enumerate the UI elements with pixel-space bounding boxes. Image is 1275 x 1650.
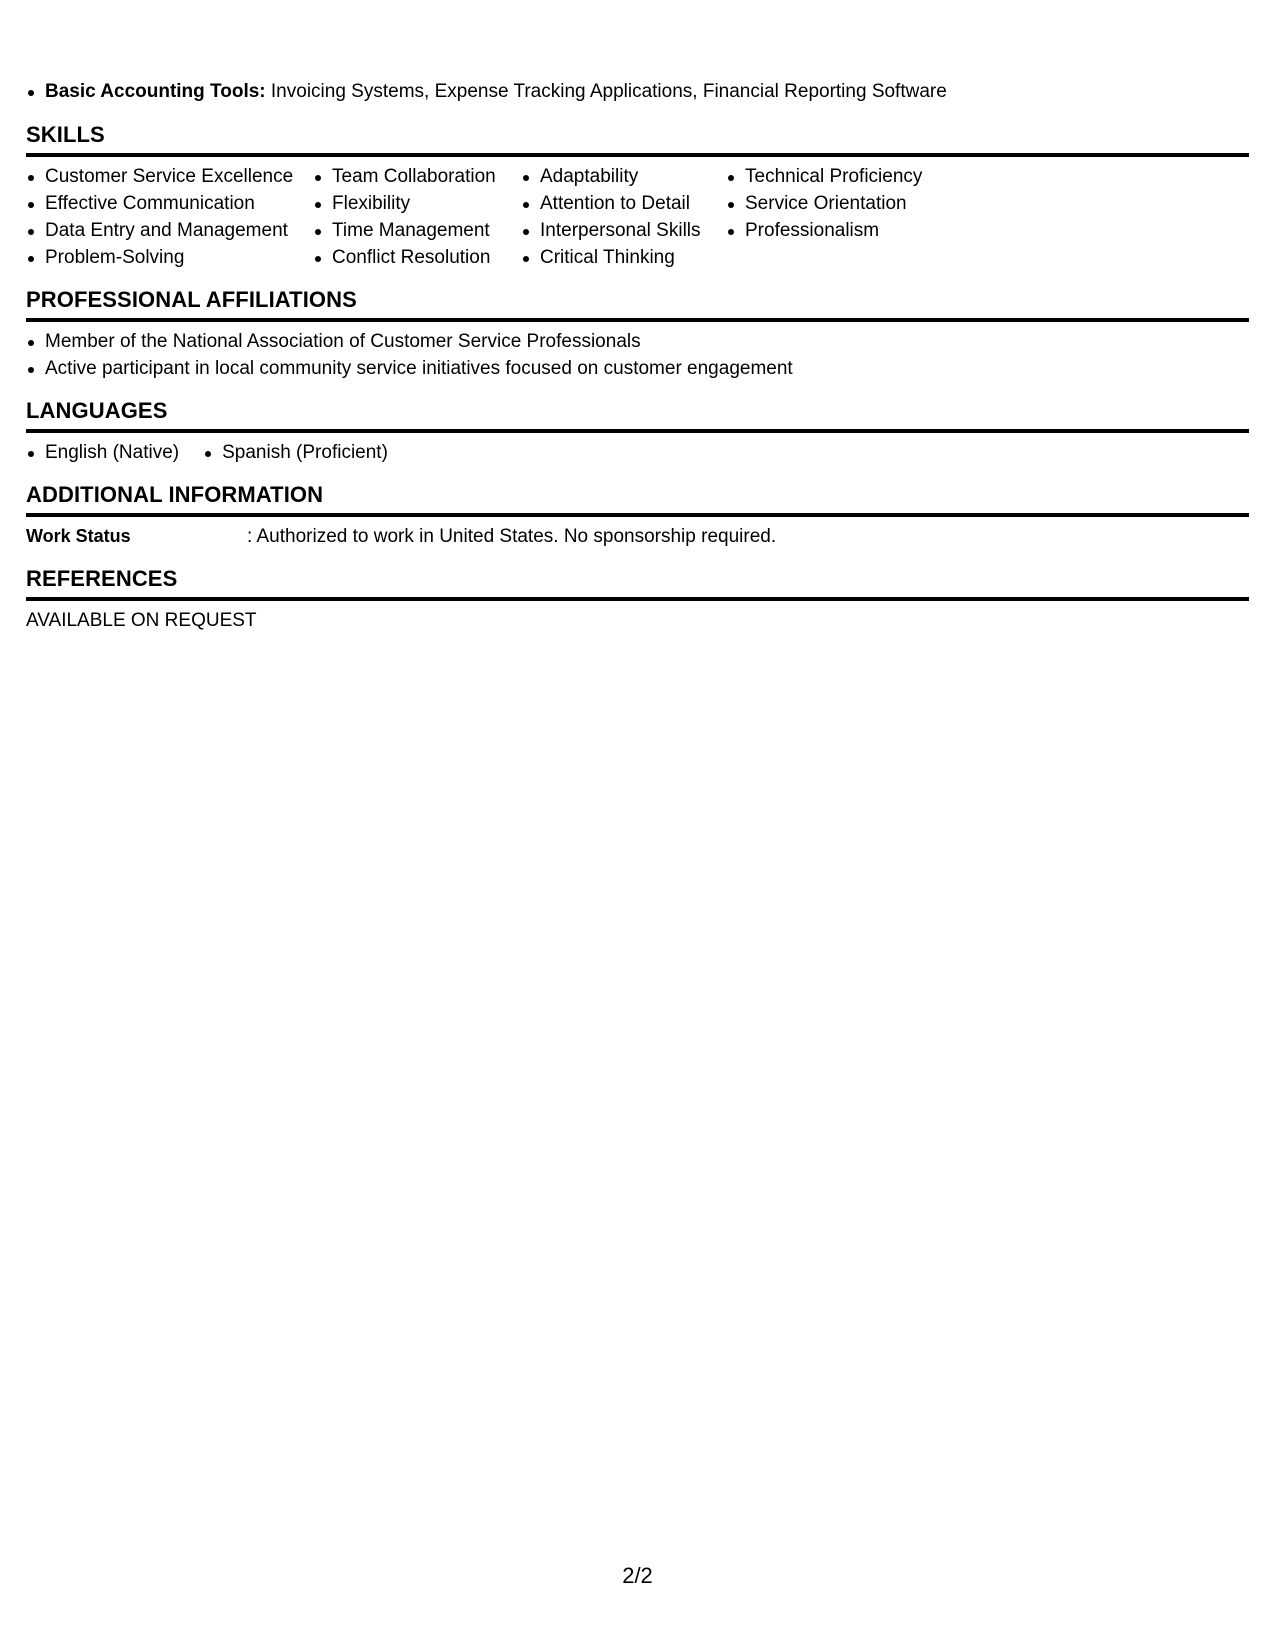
section-title: ADDITIONAL INFORMATION — [26, 481, 1249, 517]
resume-page — [26, 78, 1249, 634]
skill-item: Conflict Resolution — [313, 244, 501, 271]
skills-section — [26, 121, 1249, 271]
section-title: LANGUAGES — [26, 397, 1249, 433]
work-status-label: Work Status — [26, 526, 131, 546]
references-text: AVAILABLE ON REQUEST — [26, 610, 257, 631]
skill-item: Problem-Solving — [26, 244, 293, 271]
section-title: PROFESSIONAL AFFILIATIONS — [26, 286, 1249, 322]
skill-item: Time Management — [313, 217, 501, 244]
affiliations-section — [26, 286, 1249, 382]
work-status-value: : Authorized to work in United States. No sponsorship required. — [247, 526, 777, 547]
skills-grid — [26, 163, 1249, 271]
skill-item: Effective Communication — [26, 190, 293, 217]
references-section — [26, 565, 1249, 634]
skill-item: Critical Thinking — [521, 244, 706, 271]
additional-info-section — [26, 481, 1249, 550]
skill-item: Professionalism — [726, 217, 926, 244]
skills-column — [521, 163, 706, 271]
skill-item: Customer Service Excellence — [26, 163, 293, 190]
skill-item: Team Collaboration — [313, 163, 501, 190]
list-item-label: Basic Accounting Tools: — [45, 81, 266, 102]
skill-item: Attention to Detail — [521, 190, 706, 217]
technical-skills-list — [26, 78, 1249, 106]
skills-column — [313, 163, 501, 271]
section-title: REFERENCES — [26, 565, 1249, 601]
list-item-text: Invoicing Systems, Expense Tracking Applications, Financial Reporting Software — [265, 81, 947, 102]
language-item: Spanish (Proficient) — [203, 439, 388, 466]
work-status-row — [26, 523, 1249, 550]
page-number: 2/2 — [622, 1563, 653, 1588]
language-item: English (Native) — [26, 439, 179, 466]
languages-list — [26, 439, 1249, 466]
skill-item: Interpersonal Skills — [521, 217, 706, 244]
skills-column — [726, 163, 926, 271]
skill-item: Technical Proficiency — [726, 163, 926, 190]
affiliations-list — [26, 328, 1249, 382]
affiliation-item: Member of the National Association of Customer Service Professionals — [26, 328, 1249, 355]
skill-item: Adaptability — [521, 163, 706, 190]
list-item — [26, 78, 1249, 106]
affiliation-item: Active participant in local community service initiatives focused on customer engagement — [26, 355, 1249, 382]
skill-item: Data Entry and Management — [26, 217, 293, 244]
skills-column — [26, 163, 293, 271]
section-title: SKILLS — [26, 121, 1249, 157]
languages-section — [26, 397, 1249, 466]
skill-item: Service Orientation — [726, 190, 926, 217]
skill-item: Flexibility — [313, 190, 501, 217]
